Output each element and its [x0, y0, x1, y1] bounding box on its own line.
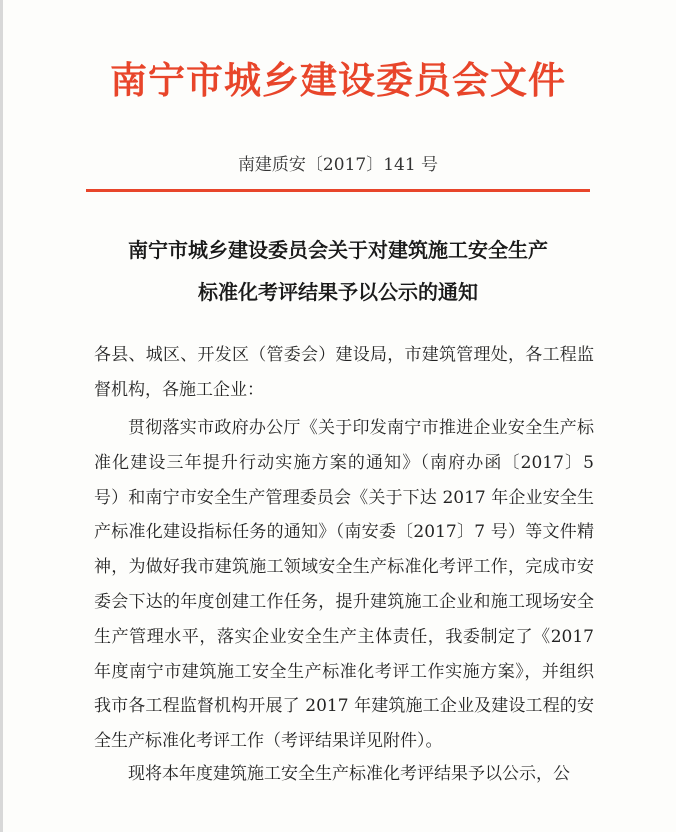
document-number: 南建质安〔2017〕141 号	[237, 155, 439, 175]
page-edge-shadow	[0, 0, 3, 832]
body-paragraph-2: 现将本年度建筑施工安全生产标准化考评结果予以公示，公	[128, 764, 570, 784]
body-paragraph-1: 贯彻落实市政府办公厅《关于印发南宁市推进企业安全生产标准化建设三年提升行动实施方案的通知》（南府办函〔2017〕5 号）和南宁市安全生产管理委员会《关于下达 2017 年企业安全生产标准化建设指标任务的通知》（南安委〔2017〕7 号）等文件精神，为做好我市建筑施工领域安全生产标准化考评工作，完成市安委会下达的年度创建工作任务，提升建筑施工企业和施工现场安全生产管理水平，落实企业安全生产主体责任，我委制定了《2017 年度南宁市建筑施工安全生产标准化考评工作实施方案》，并组织我市各工程监督机构开展了 2017 年建筑施工企业及建设工程的安全生产标准化考评工作（考评结果详见附件）。	[94, 418, 594, 752]
notice-title-line-1: 南宁市城乡建设委员会关于对建筑施工安全生产	[128, 238, 548, 262]
red-divider-line	[86, 189, 590, 192]
notice-title-line-2: 标准化考评结果予以公示的通知	[198, 280, 478, 304]
org-header-title: 南宁市城乡建设委员会文件	[110, 59, 566, 102]
addressee-paragraph: 各县、城区、开发区（管委会）建设局，市建筑管理处，各工程监督机构，各施工企业：	[94, 345, 594, 400]
